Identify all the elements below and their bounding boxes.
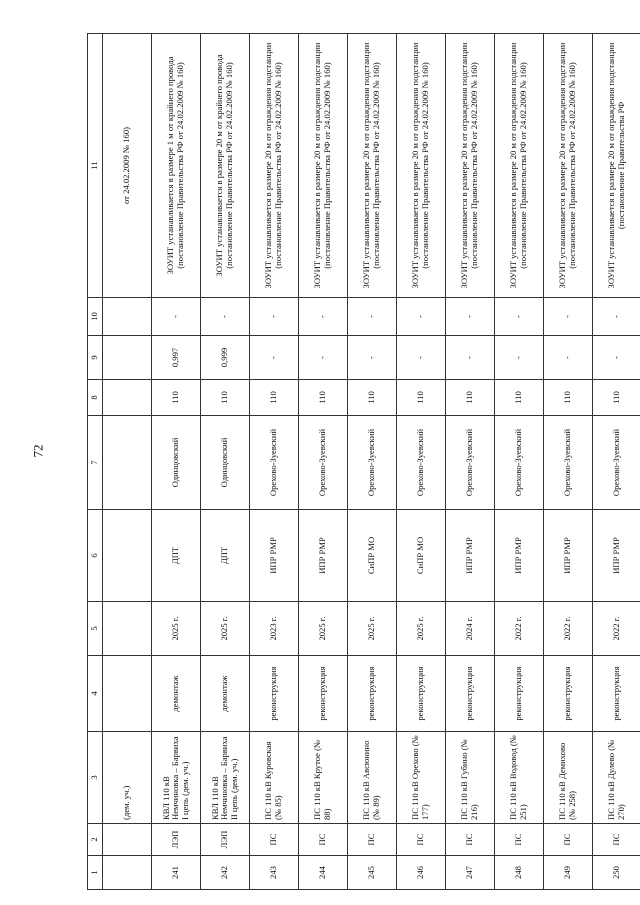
cell-type: ПС — [446, 824, 495, 856]
cell-type: ПС — [299, 824, 348, 856]
cell-voltage: 110 — [201, 380, 250, 416]
cell-object: ПС 110 кВ Куровская (№ 85) — [250, 732, 299, 824]
cell-action: реконструкция — [397, 656, 446, 732]
cell-district: Одинцовский — [201, 416, 250, 510]
cell-object: КВЛ 110 кВ Немчиновка – Барвиха II цепь (дем. уч.) — [201, 732, 250, 824]
cell-district: Орехово-Зуевский — [348, 416, 397, 510]
header-cell: 4 — [88, 656, 103, 732]
cell-year: 2022 г. — [495, 602, 544, 656]
cell-voltage: 110 — [397, 380, 446, 416]
page-number: 72 — [30, 444, 46, 458]
header-cell: 3 — [88, 732, 103, 824]
cell-district: Орехово-Зуевский — [299, 416, 348, 510]
cell-source: ДПТ — [152, 510, 201, 602]
table-row — [201, 34, 250, 890]
cell-note: ЗОУИТ устанавливается в размере 20 м от ограждения подстанции (постановление Правительства РФ от 24.02.2009 № 160) — [348, 34, 397, 298]
cell-note: ЗОУИТ устанавливается в размере 20 м от ограждения подстанции (постановление Правительства РФ от 24.02.2009 № 160) — [299, 34, 348, 298]
cell-voltage: 110 — [250, 380, 299, 416]
cell-num: 246 — [397, 856, 446, 890]
cell-year: 2025 г. — [152, 602, 201, 656]
cell-type: ПС — [593, 824, 640, 856]
cell-power: - — [201, 298, 250, 336]
cell-source: ИПР РМР — [495, 510, 544, 602]
cell-action — [103, 656, 152, 732]
cell-num: 247 — [446, 856, 495, 890]
header-cell: 5 — [88, 602, 103, 656]
cell-voltage: 110 — [544, 380, 593, 416]
cell-length: - — [397, 336, 446, 380]
cell-district: Орехово-Зуевский — [593, 416, 640, 510]
cell-source: ИПР РМР — [250, 510, 299, 602]
cell-voltage: 110 — [446, 380, 495, 416]
cell-power: - — [152, 298, 201, 336]
cell-source — [103, 510, 152, 602]
cell-power: - — [544, 298, 593, 336]
cell-num: 242 — [201, 856, 250, 890]
cell-district: Орехово-Зуевский — [495, 416, 544, 510]
header-cell: 11 — [88, 34, 103, 298]
table-row — [152, 34, 201, 890]
table-row — [299, 34, 348, 890]
cell-note: ЗОУИТ устанавливается в размере 1 м от крайнего провода (постановление Правительства РФ от 24.02.2009 № 160) — [152, 34, 201, 298]
cell-num — [103, 856, 152, 890]
cell-action: реконструкция — [593, 656, 640, 732]
cell-action: реконструкция — [446, 656, 495, 732]
cell-length: - — [250, 336, 299, 380]
continuation-row — [103, 34, 152, 890]
cell-year: 2025 г. — [397, 602, 446, 656]
cell-year: 2025 г. — [299, 602, 348, 656]
cell-length: - — [495, 336, 544, 380]
cell-note: ЗОУИТ устанавливается в размере 20 м от крайнего провода (постановление Правительства РФ от 24.02.2009 № 160) — [201, 34, 250, 298]
cell-num: 243 — [250, 856, 299, 890]
cell-type: ПС — [348, 824, 397, 856]
cell-note: ЗОУИТ устанавливается в размере 20 м от ограждения подстанции (постановление Правительства РФ — [593, 34, 640, 298]
cell-district: Орехово-Зуевский — [250, 416, 299, 510]
cell-action: реконструкция — [495, 656, 544, 732]
table-row — [495, 34, 544, 890]
cell-length: - — [348, 336, 397, 380]
cell-power: - — [593, 298, 640, 336]
cell-year — [103, 602, 152, 656]
cell-object: ПС 110 кВ Дулево (№ 270) — [593, 732, 640, 824]
cell-type: ЛЭП — [201, 824, 250, 856]
cell-object: ПС 110 кВ Водовод (№ 251) — [495, 732, 544, 824]
table-row — [250, 34, 299, 890]
cell-note: ЗОУИТ устанавливается в размере 20 м от ограждения подстанции (постановление Правительства РФ от 24.02.2009 № 160) — [544, 34, 593, 298]
cell-object: (дем. уч.) — [103, 732, 152, 824]
cell-year: 2023 г. — [250, 602, 299, 656]
cell-voltage: 110 — [152, 380, 201, 416]
cell-action: реконструкция — [250, 656, 299, 732]
table-row — [446, 34, 495, 890]
cell-voltage: 110 — [593, 380, 640, 416]
table-row — [593, 34, 640, 890]
cell-power: - — [495, 298, 544, 336]
cell-year: 2025 г. — [201, 602, 250, 656]
header-cell: 9 — [88, 336, 103, 380]
cell-num: 249 — [544, 856, 593, 890]
cell-length: - — [446, 336, 495, 380]
cell-district: Одинцовский — [152, 416, 201, 510]
cell-type: ПС — [495, 824, 544, 856]
cell-note: от 24.02.2009 № 160) — [103, 34, 152, 298]
header-row — [88, 34, 103, 890]
cell-object: ПС 110 кВ Авсюнино (№ 89) — [348, 732, 397, 824]
cell-power — [103, 298, 152, 336]
cell-voltage: 110 — [348, 380, 397, 416]
cell-num: 241 — [152, 856, 201, 890]
cell-type: ПС — [397, 824, 446, 856]
cell-source: ИПР РМР — [299, 510, 348, 602]
cell-num: 244 — [299, 856, 348, 890]
cell-voltage — [103, 380, 152, 416]
cell-note: ЗОУИТ устанавливается в размере 20 м от ограждения подстанции (постановление Правительства РФ от 24.02.2009 № 160) — [446, 34, 495, 298]
cell-length: - — [593, 336, 640, 380]
cell-length: 0,999 — [201, 336, 250, 380]
cell-object: ПС 110 кВ Губино (№ 216) — [446, 732, 495, 824]
cell-num: 245 — [348, 856, 397, 890]
table-row — [544, 34, 593, 890]
header-cell: 2 — [88, 824, 103, 856]
header-cell: 1 — [88, 856, 103, 890]
cell-source: СиПР МО — [348, 510, 397, 602]
cell-district — [103, 416, 152, 510]
cell-object: ПС 110 кВ Демихово (№ 258) — [544, 732, 593, 824]
cell-type — [103, 824, 152, 856]
cell-object: ПС 110 кВ Орехово (№ 177) — [397, 732, 446, 824]
cell-action: реконструкция — [299, 656, 348, 732]
cell-object: ПС 110 кВ Крутое (№ 88) — [299, 732, 348, 824]
cell-source: ИПР РМР — [544, 510, 593, 602]
header-cell: 10 — [88, 298, 103, 336]
cell-source: ИПР РМР — [446, 510, 495, 602]
cell-num: 250 — [593, 856, 640, 890]
objects-table — [87, 33, 640, 890]
cell-year: 2024 г. — [446, 602, 495, 656]
cell-source: ИПР РМР — [593, 510, 640, 602]
cell-length: - — [544, 336, 593, 380]
rotated-table-container — [87, 34, 626, 890]
cell-voltage: 110 — [299, 380, 348, 416]
cell-power: - — [446, 298, 495, 336]
cell-year: 2022 г. — [593, 602, 640, 656]
cell-source: СиПР МО — [397, 510, 446, 602]
cell-year: 2025 г. — [348, 602, 397, 656]
cell-type: ПС — [250, 824, 299, 856]
cell-length: 0,997 — [152, 336, 201, 380]
cell-note: ЗОУИТ устанавливается в размере 20 м от ограждения подстанции (постановление Правительства РФ от 24.02.2009 № 160) — [495, 34, 544, 298]
cell-district: Орехово-Зуевский — [446, 416, 495, 510]
header-cell: 7 — [88, 416, 103, 510]
cell-type: ПС — [544, 824, 593, 856]
table-row — [348, 34, 397, 890]
cell-voltage: 110 — [495, 380, 544, 416]
cell-power: - — [397, 298, 446, 336]
cell-power: - — [299, 298, 348, 336]
header-cell: 8 — [88, 380, 103, 416]
cell-power: - — [348, 298, 397, 336]
cell-action: реконструкция — [544, 656, 593, 732]
cell-note: ЗОУИТ устанавливается в размере 20 м от ограждения подстанции (постановление Правительства РФ от 24.02.2009 № 160) — [397, 34, 446, 298]
cell-year: 2022 г. — [544, 602, 593, 656]
cell-action: демонтаж — [201, 656, 250, 732]
cell-district: Орехово-Зуевский — [544, 416, 593, 510]
cell-length: - — [299, 336, 348, 380]
cell-source: ДПТ — [201, 510, 250, 602]
cell-district: Орехово-Зуевский — [397, 416, 446, 510]
cell-length — [103, 336, 152, 380]
cell-action: демонтаж — [152, 656, 201, 732]
cell-type: ЛЭП — [152, 824, 201, 856]
cell-action: реконструкция — [348, 656, 397, 732]
header-cell: 6 — [88, 510, 103, 602]
cell-note: ЗОУИТ устанавливается в размере 20 м от ограждения подстанции (постановление Правительства РФ от 24.02.2009 № 160) — [250, 34, 299, 298]
cell-object: КВЛ 110 кВ Немчиновка – Барвиха I цепь (дем. уч.) — [152, 732, 201, 824]
table-row — [397, 34, 446, 890]
cell-num: 248 — [495, 856, 544, 890]
cell-power: - — [250, 298, 299, 336]
